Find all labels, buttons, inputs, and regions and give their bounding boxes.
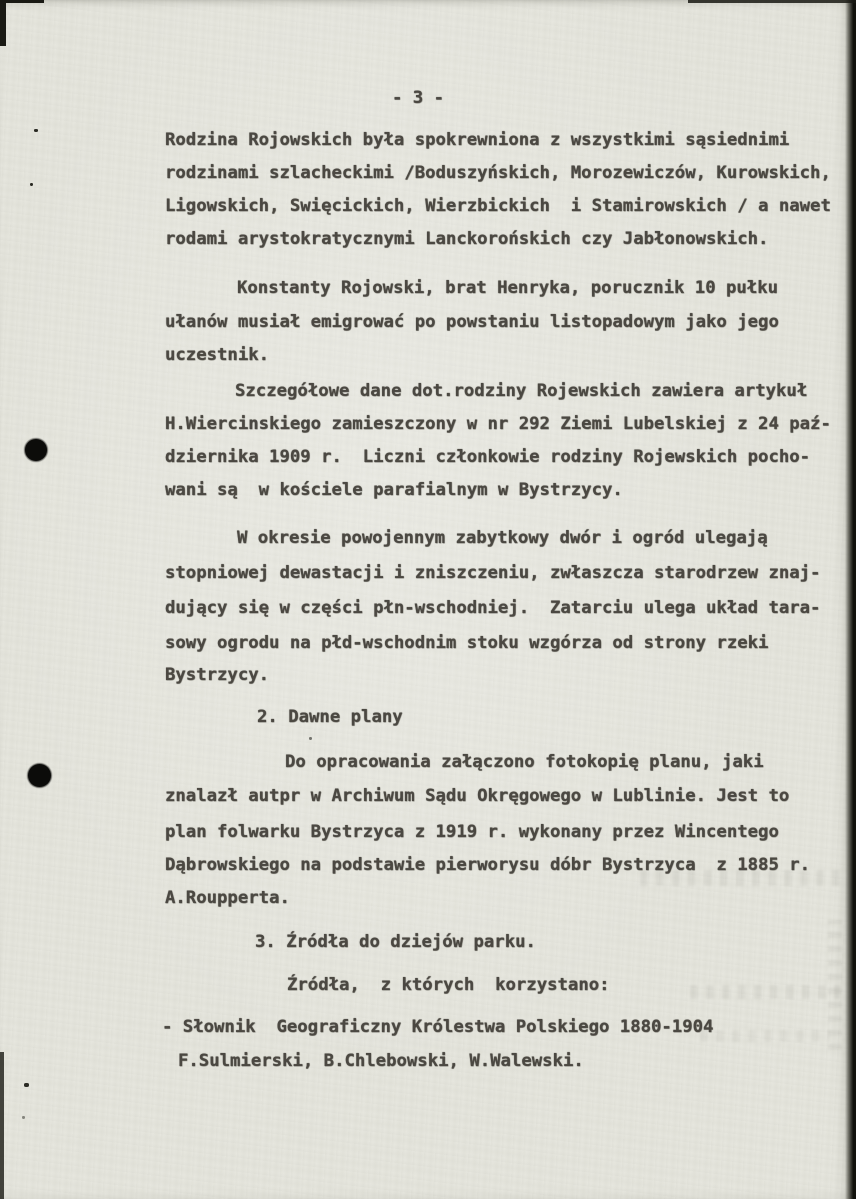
text-line: W okresie powojennym zabytkowy dwór i ogród ulegają [237, 528, 768, 548]
scan-left-edge-strip-top [0, 0, 6, 46]
text-line: dujący się w części płn-wschodniej. Zatarciu ulega układ tara- [165, 598, 821, 618]
text-line: stopniowej dewastacji i zniszczeniu, zwłaszcza starodrzew znaj- [165, 563, 821, 583]
text-line: A.Roupperta. [165, 888, 290, 908]
bleed-through-smudge [700, 1030, 830, 1042]
ink-speck [309, 737, 312, 740]
punch-hole-top [25, 439, 47, 461]
ink-speck [30, 183, 33, 186]
text-line: wani są w kościele parafialnym w Bystrzycy. [165, 480, 623, 500]
text-line: Dąbrowskiego na podstawie pierworysu dóbr Bystrzyca z 1885 r. [165, 855, 811, 875]
scan-right-edge-shadow [845, 0, 856, 1199]
text-line: H.Wiercinskiego zamieszczony w nr 292 Ziemi Lubelskiej z 24 paź- [165, 414, 831, 434]
text-line: ułanów musiał emigrować po powstaniu listopadowym jako jego [165, 312, 779, 332]
text-line: uczestnik. [165, 345, 270, 365]
bleed-through-smudge [828, 920, 842, 1050]
text-line: - Słownik Geograficzny Królestwa Polskiego 1880-1904 [162, 1017, 714, 1037]
ink-speck [22, 1116, 25, 1119]
scan-top-edge-strip-right [688, 0, 856, 3]
bleed-through-smudge [690, 985, 840, 999]
text-line: Szczegółowe dane dot.rodziny Rojewskich zawiera artykuł [235, 381, 808, 401]
text-line: sowy ogrodu na płd-wschodnim stoku wzgórza od strony rzeki [165, 633, 769, 653]
text-line: plan folwarku Bystrzyca z 1919 r. wykonany przez Wincentego [165, 822, 779, 842]
text-line: Ligowskich, Swięcickich, Wierzbickich i Stamirowskich / a nawet [165, 196, 831, 216]
text-line: rodzinami szlacheckimi /Boduszyńskich, Morozewiczów, Kurowskich, [165, 163, 831, 183]
text-line: rodami arystokratycznymi Lanckorońskich czy Jabłonowskich. [165, 229, 769, 249]
text-line: dziernika 1909 r. Liczni członkowie rodziny Rojewskich pocho- [165, 447, 811, 467]
text-line: F.Sulmierski, B.Chlebowski, W.Walewski. [178, 1051, 584, 1071]
scan-top-edge-strip-left [0, 0, 44, 3]
sources-intro-line: Źródła, z których korzystano: [287, 975, 610, 995]
scan-left-edge-strip-bottom [0, 1052, 4, 1199]
text-line: Bystrzycy. [165, 665, 270, 685]
punch-hole-bottom [28, 764, 51, 787]
text-line: znalazł autpr w Archiwum Sądu Okręgowego w Lublinie. Jest to [165, 786, 790, 806]
ink-speck [34, 129, 38, 132]
page-number: - 3 - [392, 88, 445, 108]
text-line: Do opracowania załączono fotokopię planu, jaki [285, 752, 764, 772]
text-line: Rodzina Rojowskich była spokrewniona z wszystkimi sąsiednimi [165, 130, 790, 150]
text-line: Konstanty Rojowski, brat Henryka, porucznik 10 pułku [237, 278, 779, 298]
section-heading-3: 3. Źródła do dziejów parku. [255, 932, 536, 952]
section-heading-2: 2. Dawne plany [257, 707, 403, 727]
ink-speck [24, 1083, 29, 1087]
